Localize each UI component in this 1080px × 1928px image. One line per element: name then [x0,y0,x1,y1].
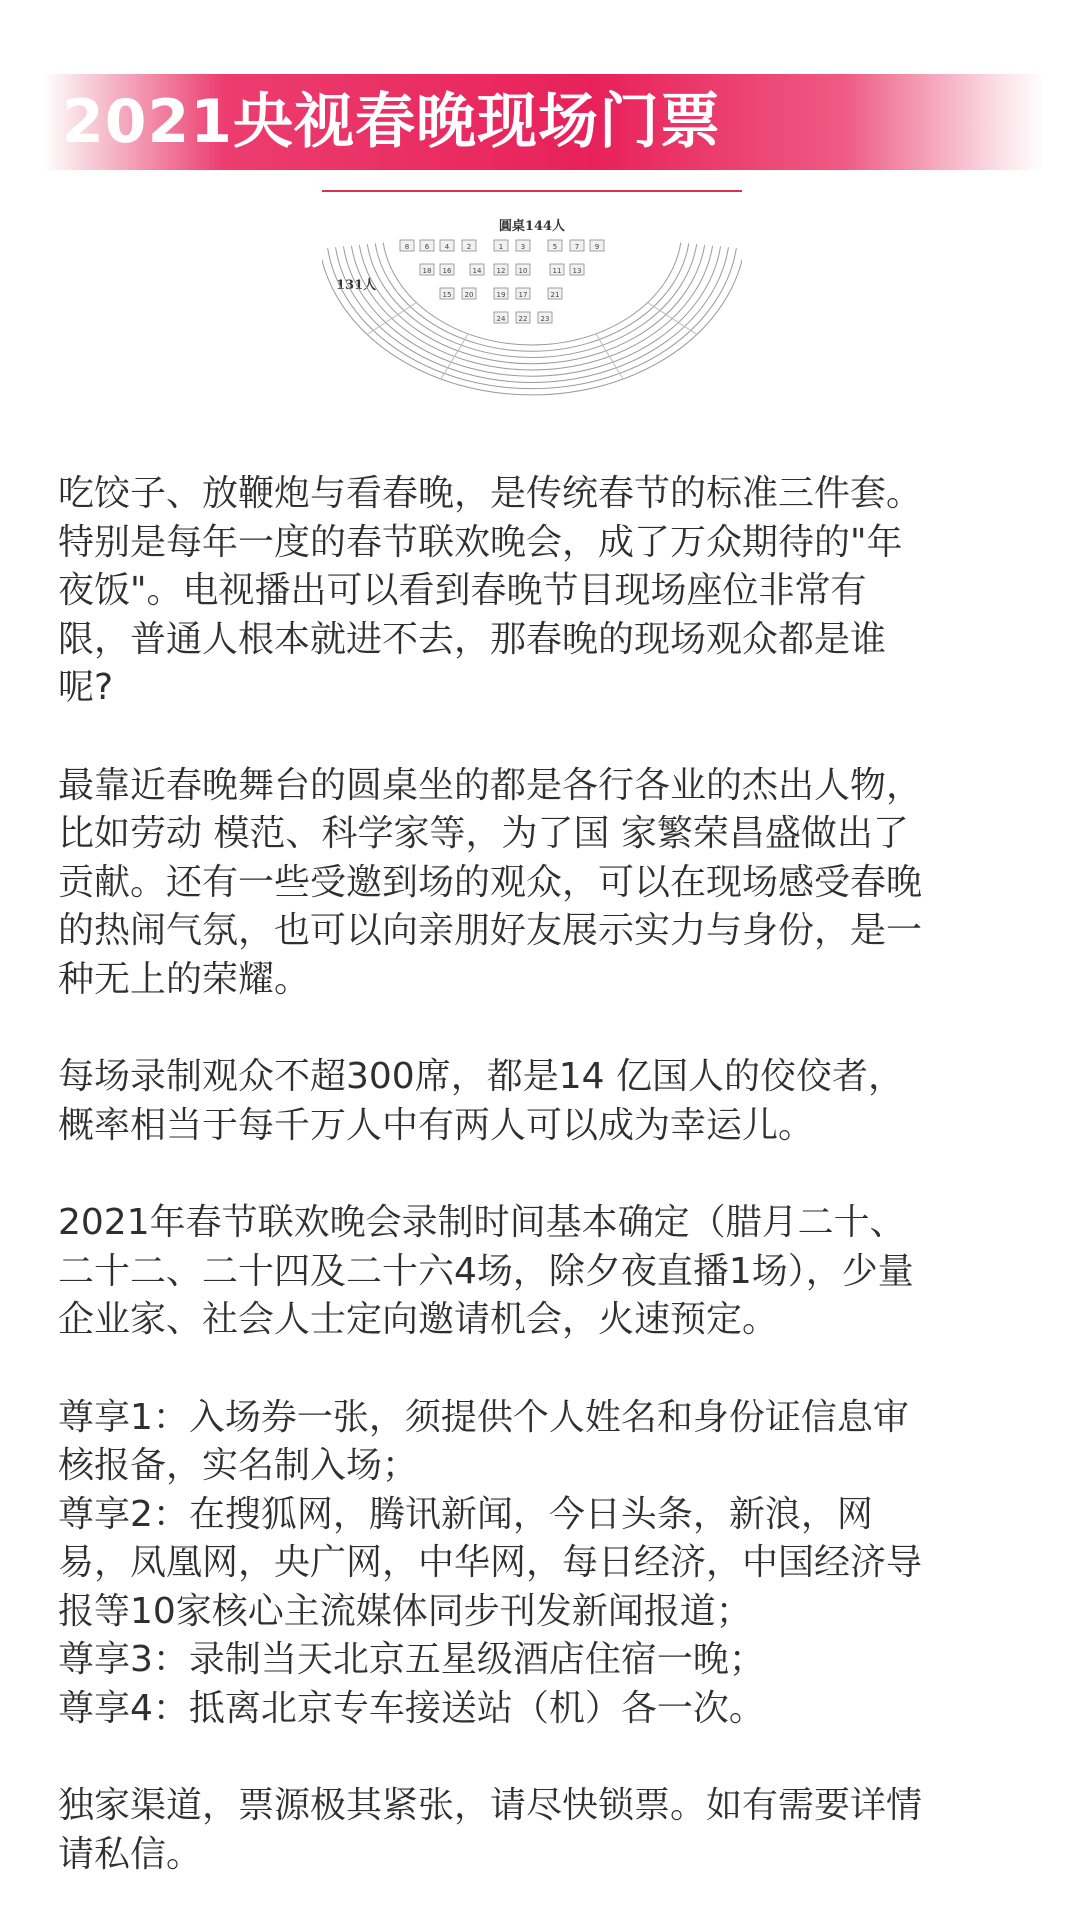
table-number: 20 [464,291,474,299]
round-table [440,240,454,251]
aisle-line [596,334,623,379]
diagram-top-label: 圓桌144人 [498,219,566,234]
round-table [470,264,484,275]
round-table [462,240,476,251]
seating-tier-arc [328,248,737,389]
round-table [538,312,552,323]
aisle-line [441,334,468,379]
table-number: 4 [444,243,450,251]
round-table [420,240,434,251]
table-number: 23 [540,315,550,323]
seating-diagram [322,188,742,438]
table-number: 8 [404,243,410,251]
table-number: 22 [518,315,528,323]
table-number: 6 [424,243,430,251]
table-number: 14 [472,267,482,275]
round-table [548,240,562,251]
paragraph-schedule: 2021年春节联欢晚会录制时间基本确定（腊月二十、 二十二、二十四及二十六4场，除夕夜直播1场），少量 企业家、社会人士定向邀请机会，火速预定。 [58,1202,914,1340]
seating-tier-arc [383,243,681,345]
table-number: 3 [520,243,526,251]
paragraph-intro: 吃饺子、放鞭炮与看春晚，是传统春节的标准三件套。 特别是每年一度的春节联欢晚会，成了万众期待的"年 夜饭"。电视播出可以看到春晚节目现场座位非常有 限，普通人根本就进不去，那春晚的现场观众都是谁 呢? [58,473,923,708]
table-number: 17 [518,291,528,299]
round-table [440,288,454,299]
round-table [462,288,476,299]
round-table [590,240,604,251]
round-table [548,288,562,299]
seating-tier-arc [359,245,704,364]
round-table [440,264,454,275]
table-number: 7 [574,243,580,251]
round-table [400,240,414,251]
table-number: 21 [550,291,560,299]
round-table [494,240,508,251]
table-number: 13 [572,267,582,275]
seating-chart-svg [322,188,742,438]
paragraph-benefits: 尊享1：入场券一张，须提供个人姓名和身份证信息审 核报备，实名制入场； 尊享2：在搜狐网，腾讯新闻，今日头条，新浪，网 易，凤凰网，央广网，中华网，每日经济，中国经济导 报等10家核心主流媒体同步刊发新闻报道； 尊享3：录制当天北京五星级酒店住宿一晚； 尊享4：抵离北京专车接送站（机）各一次。 [58,1396,923,1729]
paragraph-contact: 独家渠道，票源极其紧张，请尽快锁票。如有需要详情 请私信。 [58,1785,923,1875]
round-table [516,288,530,299]
round-table [550,264,564,275]
page-title: 2021央视春晚现场门票 [62,87,721,157]
aisle-line [367,303,416,335]
round-table [516,240,530,251]
round-tables [400,240,604,323]
round-table [570,240,584,251]
seating-tier-arc [343,247,720,377]
round-table [570,264,584,275]
article-body [58,470,1058,1928]
seating-tier-arc [375,243,689,351]
paragraph-round-tables: 最靠近春晚舞台的圆桌坐的都是各行各业的杰出人物， 比如劳动 模范、科学家等，为了国 家繁荣昌盛做出了 贡献。还有一些受邀到场的观众，可以在现场感受春晚 的热闹气氛，也可以向亲朋好友展示实力与身份，是一 种无上的荣耀。 [58,764,923,1000]
aisle-line [648,303,697,335]
table-number: 19 [496,291,506,299]
diagram-left-label: 131人 [336,278,377,293]
paragraph-audience-size: 每场录制观众不超300席，都是14 亿国人的佼佼者， 概率相当于每千万人中有两人可以成为幸运儿。 [58,1056,904,1146]
seating-tier-arc [336,247,729,382]
seating-tier-arc [367,244,696,357]
table-number: 1 [498,243,504,251]
round-table [494,288,508,299]
round-table [494,312,508,323]
round-table [516,264,530,275]
table-number: 18 [422,267,432,275]
table-number: 9 [594,243,600,251]
round-table [420,264,434,275]
table-number: 16 [442,267,452,275]
round-table [516,312,530,323]
table-number: 12 [496,267,506,275]
table-number: 5 [552,243,558,251]
round-table [494,264,508,275]
table-number: 24 [496,315,506,323]
seating-tiers [322,243,742,395]
table-number: 11 [552,267,562,275]
table-number: 2 [466,243,472,251]
table-number: 15 [442,291,452,299]
table-number: 10 [518,267,528,275]
